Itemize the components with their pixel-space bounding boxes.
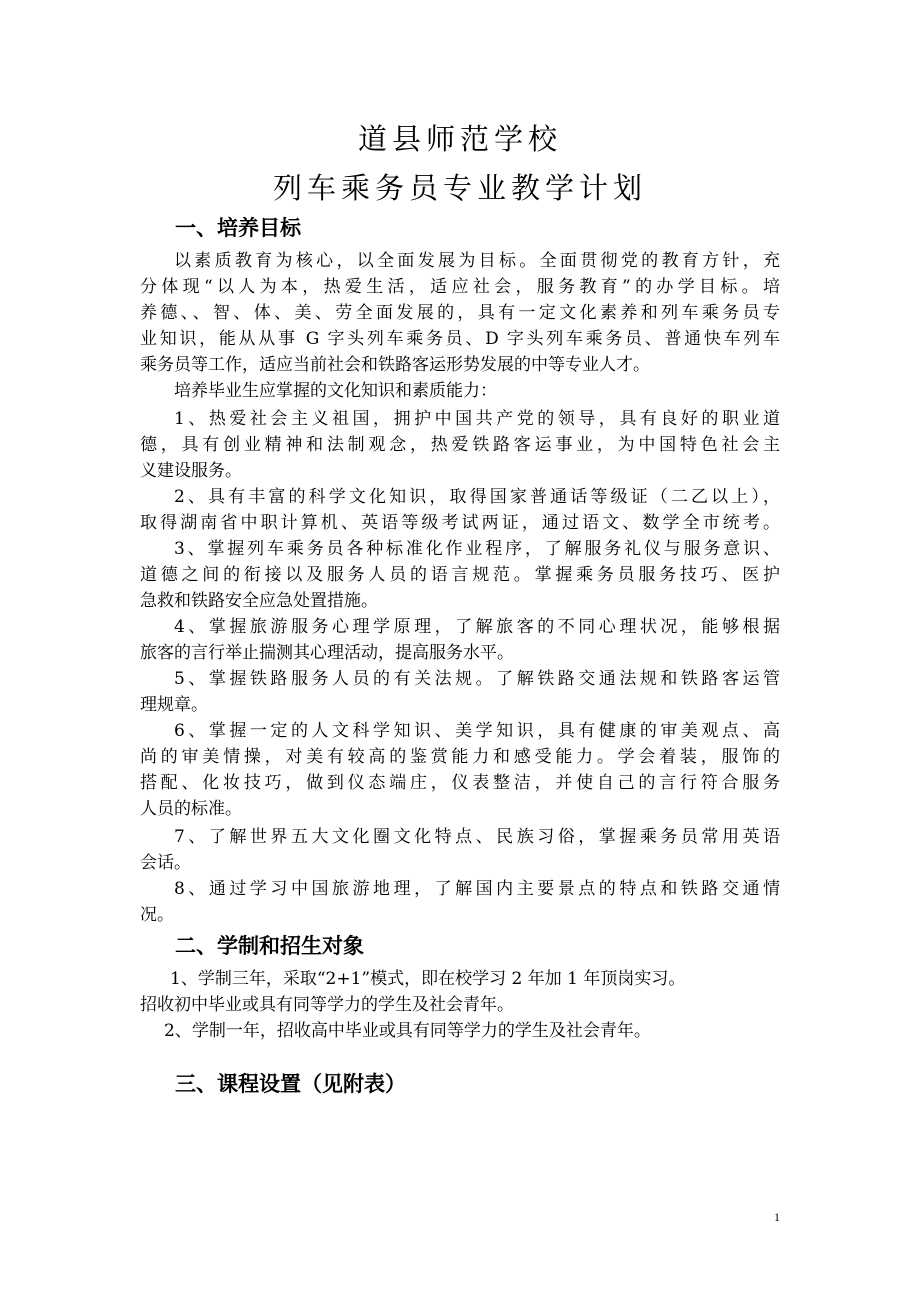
list-item-line: 会话。 <box>140 853 191 873</box>
list-item-line: 8、通过学习中国旅游地理，了解国内主要景点的特点和铁路交通情 <box>174 879 780 899</box>
paragraph-line: 2、学制一年，招收高中毕业或具有同等学力的学生及社会青年。 <box>164 1021 651 1041</box>
list-item-line: 5、掌握铁路服务人员的有关法规。了解铁路交通法规和铁路客运管 <box>174 669 780 689</box>
paragraph-line: 养德、、智、体、美、劳全面发展的，具有一定文化素养和列车乘务员专 <box>140 303 780 323</box>
section-heading-training-goals: 一、培养目标 <box>175 216 301 240</box>
paragraph-line: 业知识，能从从事 G 字头列车乘务员、D 字头列车乘务员、普通快车列车 <box>140 329 780 349</box>
section-heading-enrollment: 二、学制和招生对象 <box>175 934 364 958</box>
list-item-line: 急救和铁路安全应急处置措施。 <box>140 591 378 611</box>
paragraph-line: 培养毕业生应掌握的文化知识和素质能力： <box>174 381 497 401</box>
list-item-line: 6、掌握一定的人文科学知识、美学知识，具有健康的审美观点、高 <box>174 721 780 741</box>
list-item-line: 4、掌握旅游服务心理学原理，了解旅客的不同心理状况，能够根据 <box>174 617 780 637</box>
paragraph-line: 以素质教育为核心，以全面发展为目标。全面贯彻党的教育方针，充 <box>174 251 780 271</box>
list-item-line: 2、具有丰富的科学文化知识，取得国家普通话等级证（二乙以上）， <box>174 487 780 507</box>
list-item-line: 道德之间的衔接以及服务人员的语言规范。掌握乘务员服务技巧、医护 <box>140 565 780 585</box>
list-item-line: 1、热爱社会主义祖国，拥护中国共产党的领导，具有良好的职业道 <box>174 409 780 429</box>
list-item-line: 尚的审美情操，对美有较高的鉴赏能力和感受能力。学会着装，服饰的 <box>140 747 780 767</box>
paragraph-line: 分体现“以人为本，热爱生活，适应社会，服务教育”的办学目标。培 <box>140 277 780 297</box>
list-item-line: 德，具有创业精神和法制观念，热爱铁路客运事业，为中国特色社会主 <box>140 435 780 455</box>
list-item-line: 义建设服务。 <box>140 461 242 481</box>
list-item-line: 取得湖南省中职计算机、英语等级考试两证，通过语文、数学全市统考。 <box>140 513 780 533</box>
paragraph-line: 1、学制三年，采取“2+1”模式，即在校学习 2 年加 1 年顶岗实习。 <box>170 969 686 989</box>
section-heading-curriculum: 三、课程设置（见附表） <box>175 1072 406 1096</box>
school-title: 道县师范学校 <box>357 122 562 156</box>
list-item-line: 况。 <box>140 905 174 925</box>
list-item-line: 3、掌握列车乘务员各种标准化作业程序，了解服务礼仪与服务意识、 <box>174 539 780 559</box>
list-item-line: 人员的标准。 <box>140 799 242 819</box>
plan-title: 列车乘务员专业教学计划 <box>272 171 647 205</box>
paragraph-line: 招收初中毕业或具有同等学力的学生及社会青年。 <box>140 995 514 1015</box>
list-item-line: 旅客的言行举止揣测其心理活动，提高服务水平。 <box>140 643 514 663</box>
list-item-line: 理规章。 <box>140 695 208 715</box>
page-number: 1 <box>774 1210 780 1224</box>
list-item-line: 7、了解世界五大文化圈文化特点、民族习俗，掌握乘务员常用英语 <box>174 827 780 847</box>
list-item-line: 搭配、化妆技巧，做到仪态端庄，仪表整洁，并使自己的言行符合服务 <box>140 773 780 793</box>
paragraph-line: 乘务员等工作，适应当前社会和铁路客运形势发展的中等专业人才。 <box>140 355 650 375</box>
